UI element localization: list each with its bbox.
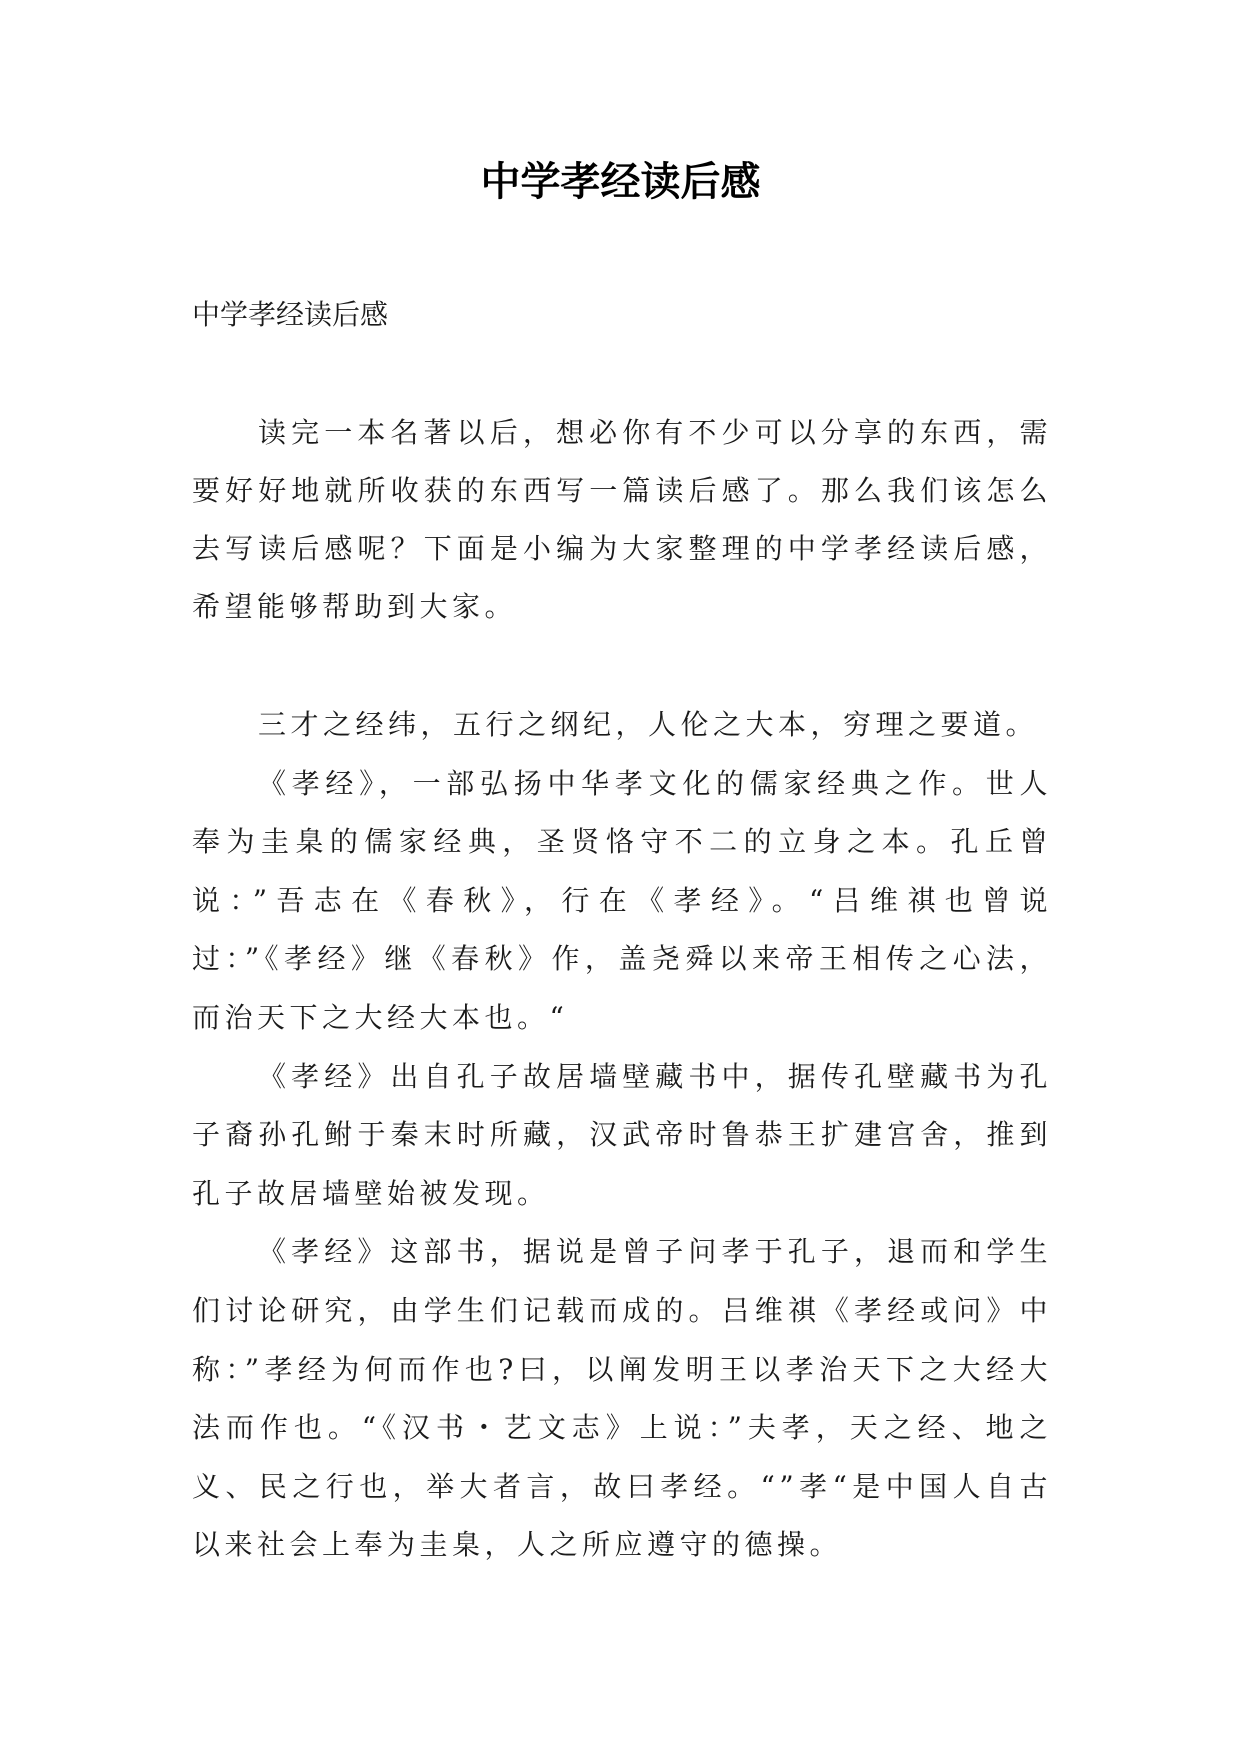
document-title: 中学孝经读后感 [480,159,761,205]
main-body [192,696,1052,1575]
body-paragraph-3: 《孝经》出自孔子故居墙壁藏书中，据传孔壁藏书为孔子裔孙孔鲋于秦末时所藏，汉武帝时鲁恭王扩建宫舍，推到孔子故居墙壁始被发现。 [192,1059,1052,1210]
body-paragraph-1: 三才之经纬，五行之纲纪，人伦之大本，穷理之要道。 [258,708,1039,741]
intro-section [192,404,1052,636]
body-paragraph-4: 《孝经》这部书，据说是曾子问孝于孔子，退而和学生们讨论研究，由学生们记载而成的。吕维祺《孝经或问》中称：”孝经为何而作也?曰，以阐发明王以孝治天下之大经大法而作也。“《汉书・艺文志》上说：”夫孝，天之经、地之义、民之行也，举大者言，故曰孝经。“”孝“是中国人自古以来社会上奉为圭臬，人之所应遵守的德操。 [192,1235,1052,1562]
body-paragraph-2: 《孝经》，一部弘扬中华孝文化的儒家经典之作。世人奉为圭臬的儒家经典，圣贤恪守不二的立身之本。孔丘曾说：”吾志在《春秋》，行在《孝经》。“吕维祺也曾说过：”《孝经》继《春秋》作，盖尧舜以来帝王相传之心法，而治天下之大经大本也。“ [192,766,1052,1034]
document-subtitle: 中学孝经读后感 [192,298,389,331]
intro-paragraph: 读完一本名著以后，想必你有不少可以分享的东西，需要好好地就所收获的东西写一篇读后感了。那么我们该怎么去写读后感呢？下面是小编为大家整理的中学孝经读后感，希望能够帮助到大家。 [192,416,1052,623]
